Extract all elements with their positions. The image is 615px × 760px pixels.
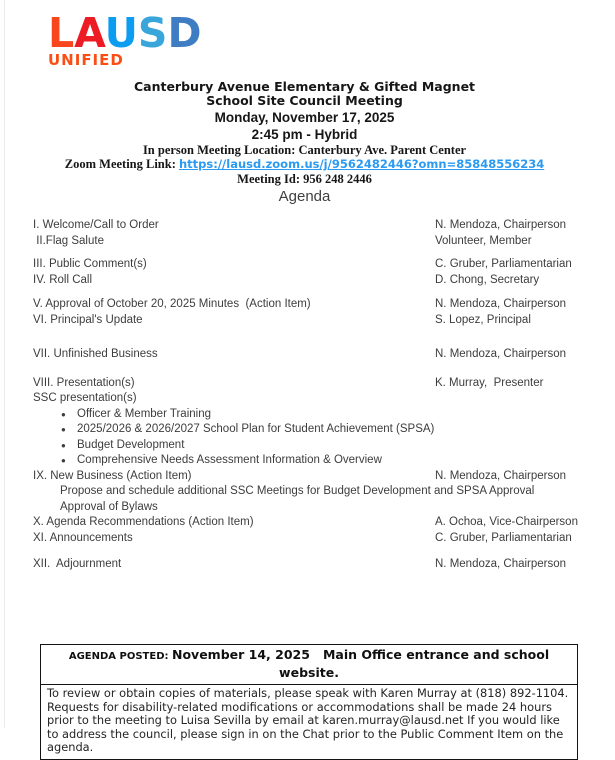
agenda-item-label: IV. Roll Call	[33, 273, 93, 286]
agenda-item-label: III. Public Comment(s)	[33, 258, 147, 270]
agenda-bullet-spsa	[33, 422, 615, 438]
agenda-posted-notice-box	[40, 644, 578, 760]
agenda-item-label: VIII. Presentation(s)	[33, 376, 135, 389]
agenda-posted-value: November 14, 2025 Main Office entrance and school website.	[172, 647, 554, 680]
bullet-icon: ●	[61, 456, 66, 465]
agenda-subitem-propose-meetings	[33, 484, 615, 500]
meeting-title: School Site Council Meeting	[206, 93, 403, 108]
agenda-bullet-budget	[33, 438, 615, 454]
bullet-icon: ●	[61, 440, 66, 450]
agenda-item-label: II.Flag Salute	[33, 234, 104, 247]
agenda-row-ssc-presentations	[33, 391, 615, 407]
subitem-text: Approval of Bylaws	[60, 500, 158, 513]
logo-unified-text: UNIFIED	[48, 51, 124, 69]
agenda-list	[33, 218, 615, 573]
agenda-bullet-officer-training	[33, 407, 615, 423]
agenda-row-presentations	[33, 376, 615, 392]
logo-letter-s: S	[137, 9, 168, 57]
document-header	[0, 80, 609, 205]
agenda-item-label: XI. Announcements	[33, 531, 133, 544]
zoom-meeting-link[interactable]: https://lausd.zoom.us/j/9562482446?omn=85848556234	[179, 157, 545, 171]
meeting-date: Monday, November 17, 2025	[214, 110, 395, 125]
zoom-link-label: Zoom Meeting Link:	[64, 157, 179, 171]
agenda-row-recommendations	[33, 515, 615, 531]
agenda-row-welcome	[33, 218, 615, 234]
agenda-item-role: S. Lopez, Principal	[435, 313, 531, 326]
agenda-row-adjournment	[33, 557, 615, 573]
school-name: Canterbury Avenue Elementary & Gifted Magnet	[133, 79, 476, 94]
agenda-item-label: VI. Principal's Update	[33, 313, 143, 326]
agenda-row-new-business	[33, 469, 615, 485]
meeting-location: In person Meeting Location: Canterbury Ave. Parent Center	[142, 143, 467, 157]
bullet-text: 2025/2026 & 2026/2027 School Plan for Student Achievement (SPSA)	[77, 423, 435, 435]
agenda-item-role: N. Mendoza, Chairperson	[435, 298, 567, 310]
agenda-item-label: V. Approval of October 20, 2025 Minutes (Action Item)	[33, 298, 311, 310]
logo-letter-a: A	[74, 9, 105, 57]
bullet-icon: ●	[61, 409, 66, 419]
agenda-posted-header	[41, 645, 577, 685]
agenda-item-role: C. Gruber, Parliamentarian	[435, 531, 572, 544]
bullet-text: Comprehensive Needs Assessment Information & Overview	[77, 454, 382, 466]
lausd-logo-word	[48, 9, 202, 57]
agenda-item-role: K. Murray, Presenter	[435, 376, 544, 389]
bullet-icon: ●	[61, 425, 66, 434]
agenda-item-role: N. Mendoza, Chairperson	[435, 469, 567, 482]
zoom-link-line	[0, 157, 609, 171]
agenda-item-label: SSC presentation(s)	[33, 392, 137, 404]
agenda-item-role: D. Chong, Secretary	[435, 273, 540, 286]
logo-letter-l: L	[48, 9, 75, 57]
bullet-text: Budget Development	[77, 438, 185, 451]
agenda-title: Agenda	[278, 188, 331, 205]
agenda-posted-label: AGENDA POSTED:	[68, 651, 172, 662]
agenda-row-roll-call	[33, 273, 615, 289]
agenda-item-role: A. Ochoa, Vice-Chairperson	[435, 516, 578, 528]
agenda-row-principals-update	[33, 313, 615, 329]
agenda-item-label: X. Agenda Recommendations (Action Item)	[33, 516, 254, 528]
meeting-time: 2:45 pm - Hybrid	[251, 127, 358, 142]
agenda-item-role: Volunteer, Member	[435, 234, 532, 247]
agenda-item-role: N. Mendoza, Chairperson	[435, 348, 567, 360]
meeting-id: Meeting Id: 956 248 2446	[237, 172, 372, 186]
agenda-row-minutes-approval	[33, 297, 615, 313]
agenda-row-announcements	[33, 531, 615, 547]
bullet-text: Officer & Member Training	[77, 407, 212, 420]
logo-letter-u: U	[104, 9, 138, 57]
subitem-text: Propose and schedule additional SSC Meetings for Budget Development and SPSA Approval	[60, 485, 535, 497]
agenda-bullet-needs-assessment	[33, 453, 615, 469]
accessibility-notice-text: To review or obtain copies of materials, please speak with Karen Murray at (818) 892-1104. Requests for disability-related modifications or accommodations shall be made 24 hours prior to the meeting to Luisa Sevilla by email at karen.murray@lausd.net If you would like to address the council, please sign in on the Chat prior to the Public Comment Item on the agenda.	[47, 686, 569, 755]
agenda-row-public-comment	[33, 257, 615, 273]
agenda-item-role: N. Mendoza, Chairperson	[435, 219, 567, 231]
lausd-logo	[48, 9, 202, 69]
agenda-subitem-bylaws	[33, 500, 615, 516]
agenda-item-role: N. Mendoza, Chairperson	[435, 558, 567, 570]
logo-letter-d: D	[167, 9, 202, 57]
agenda-item-role: C. Gruber, Parliamentarian	[435, 258, 572, 270]
agenda-row-unfinished-business	[33, 347, 615, 363]
agenda-item-label: VII. Unfinished Business	[33, 348, 158, 360]
agenda-item-label: XII. Adjournment	[33, 558, 122, 570]
agenda-item-label: I. Welcome/Call to Order	[33, 219, 159, 231]
agenda-item-label: IX. New Business (Action Item)	[33, 469, 192, 482]
agenda-row-flag-salute	[33, 234, 615, 250]
